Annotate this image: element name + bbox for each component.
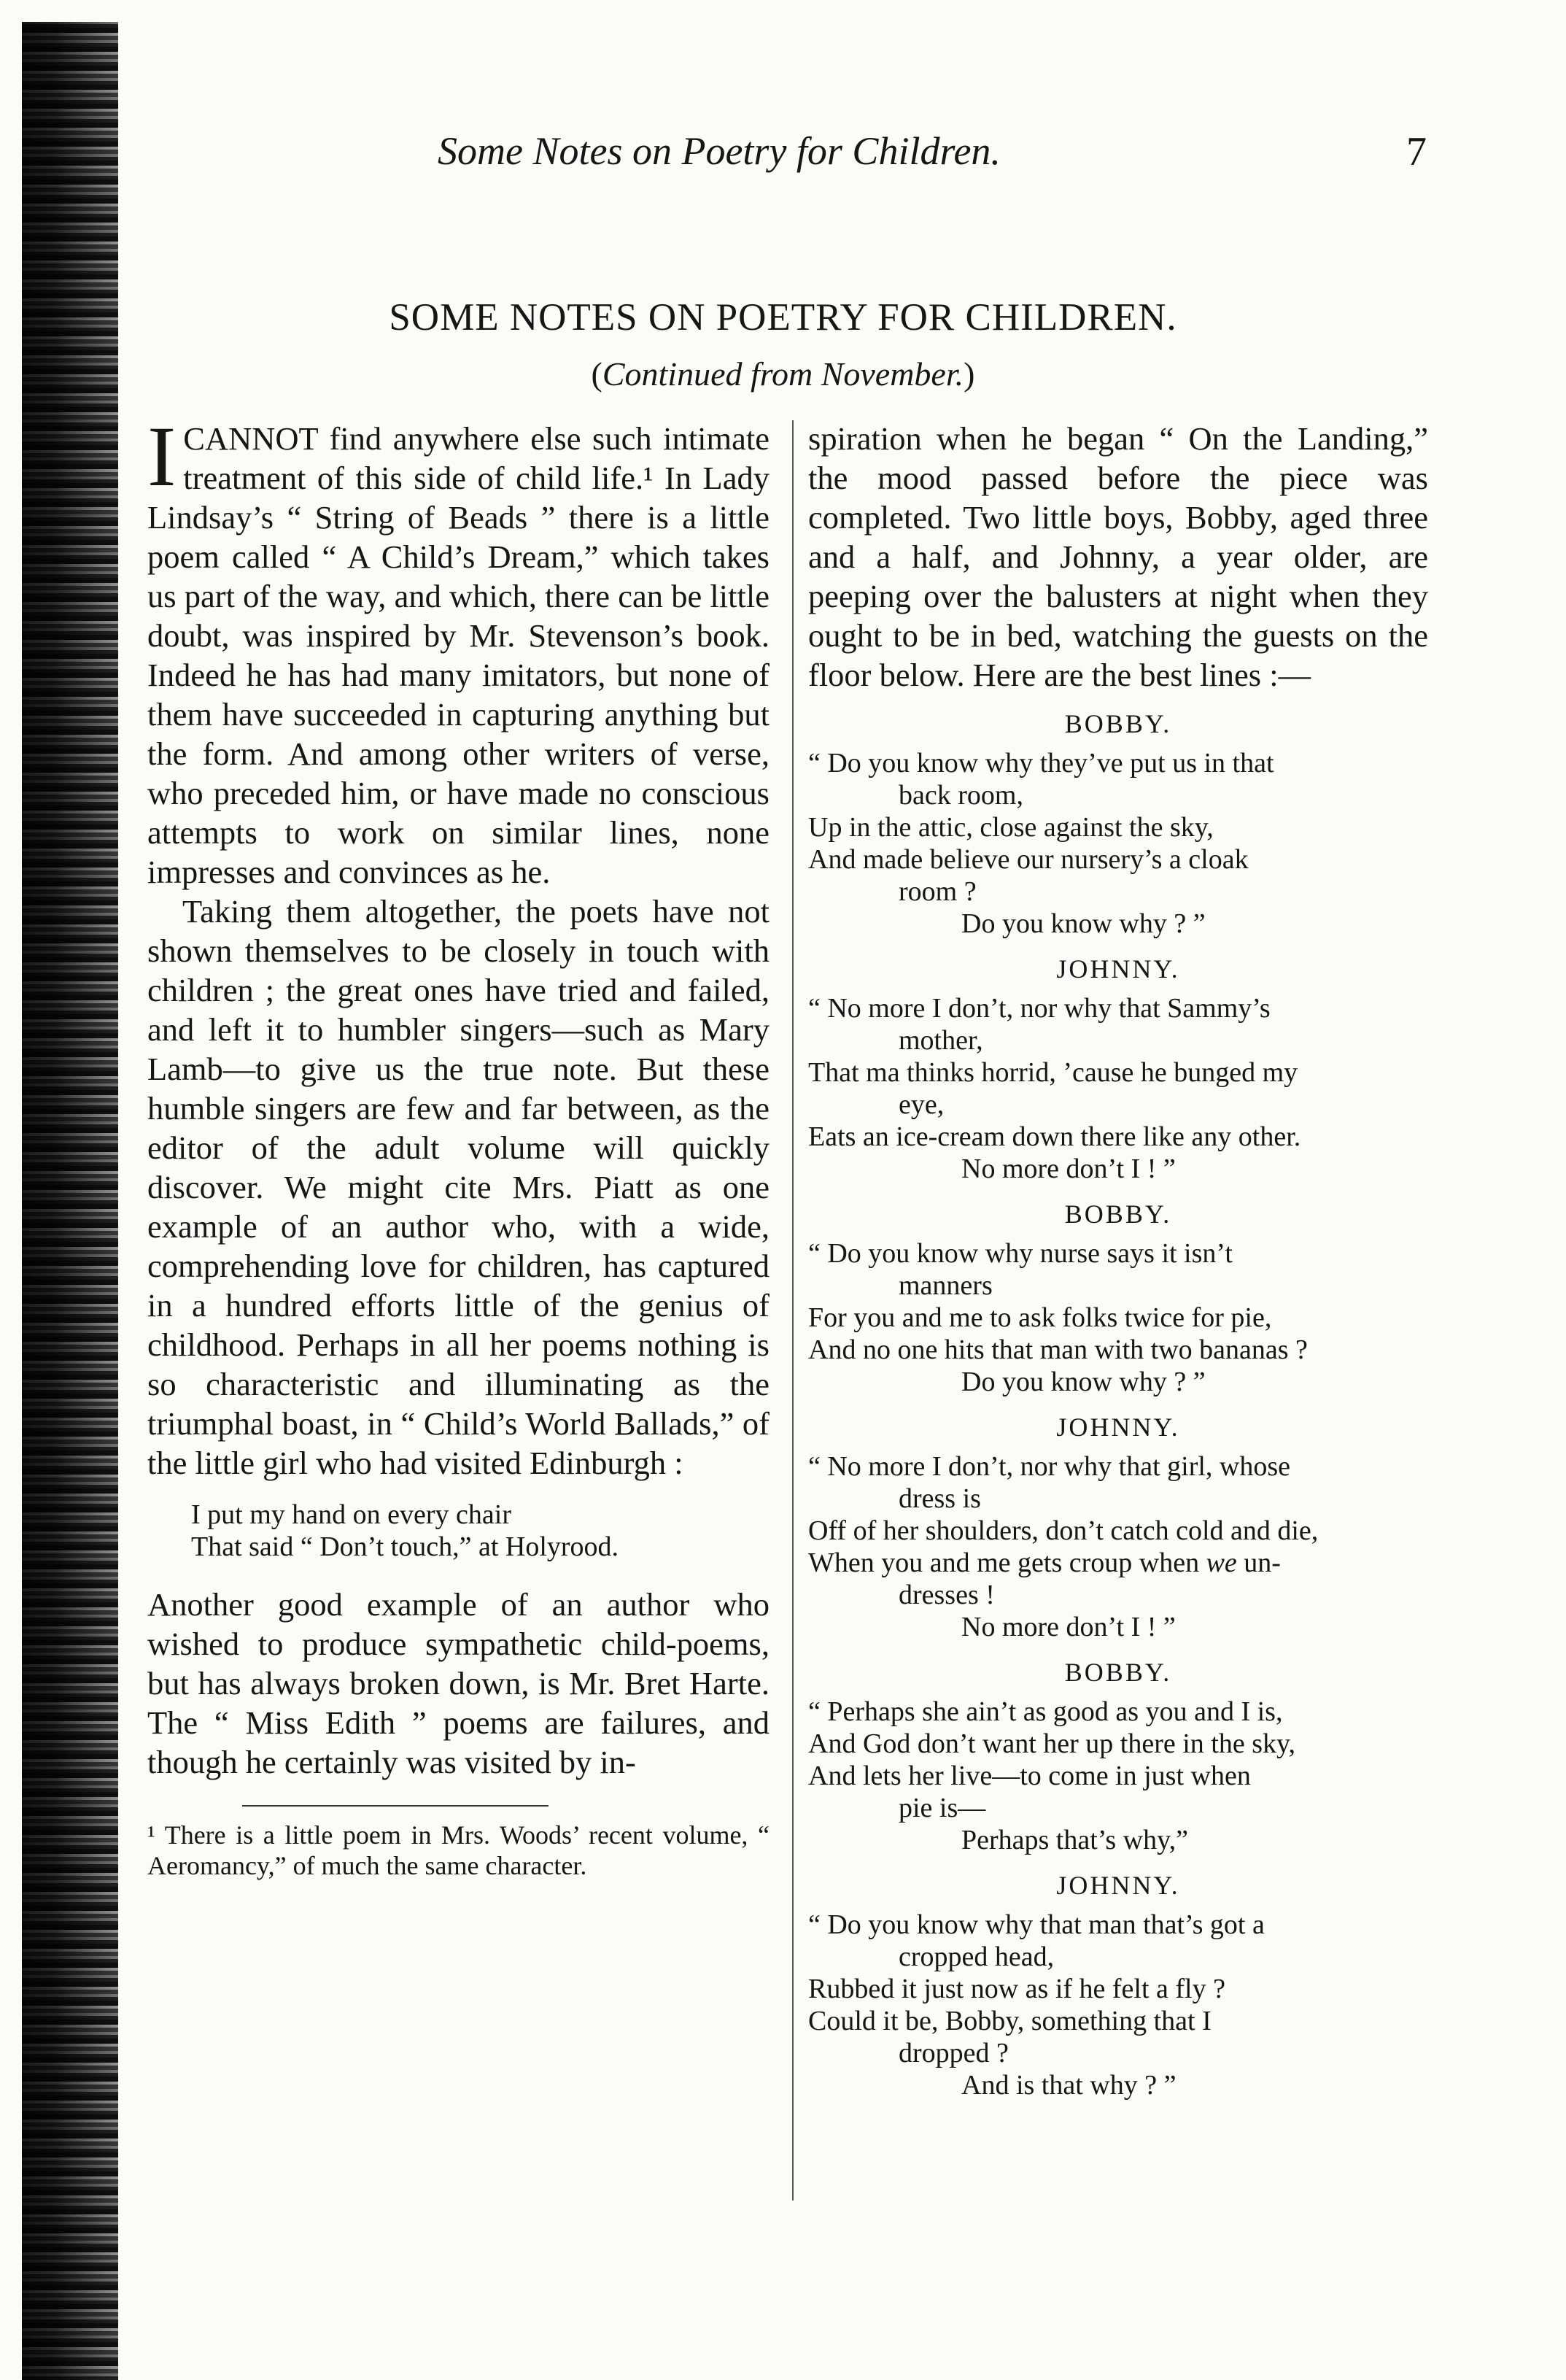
verse-stanza: BOBBY. “ Do you know why nurse says it isn’t manners For you and me to ask folks twice for pie, And no one hits that man with two bananas ? Do you know why ? ” (808, 1198, 1428, 1398)
quoted-verse: I put my hand on every chair That said “ Don’t touch,” at Holyrood. (191, 1499, 619, 1562)
speaker-label: BOBBY. (1064, 1199, 1172, 1229)
speaker-label: JOHNNY. (1056, 954, 1180, 984)
speaker-label: JOHNNY. (1056, 1413, 1180, 1442)
page-number: 7 (1406, 129, 1427, 174)
drop-cap: I (147, 409, 177, 504)
article-title: SOME NOTES ON POETRY FOR CHILDREN. (389, 296, 1177, 339)
verse-stanza: BOBBY. “ Do you know why they’ve put us in that back room, Up in the attic, close against the sky, And made believe our nursery’s a cloak room ? Do you know why ? ” (808, 708, 1428, 940)
verse-stanza: BOBBY. “ Perhaps she ain’t as good as you and I is, And God don’t want her up there in the sky, And lets her live—to come in just when pie is— Perhaps that’s why,” (808, 1656, 1428, 1856)
article-subtitle: (Continued from November.) (591, 355, 975, 393)
running-head: Some Notes on Poetry for Children. (438, 129, 1001, 173)
speaker-label: BOBBY. (1064, 1658, 1172, 1687)
verse-stanza: JOHNNY. “ Do you know why that man that’s got a cropped head, Rubbed it just now as if he felt a fly ? Could it be, Bobby, something that I dropped ? And is that why ? ” (808, 1869, 1428, 2101)
verse-stanza: JOHNNY. “ No more I don’t, nor why that girl, whose dress is Off of her shoulders, don’t catch cold and die, When you and me gets croup when we un- dresses ! No more don’t I ! ” (808, 1411, 1428, 1643)
speaker-label: JOHNNY. (1056, 1871, 1180, 1900)
paragraph-3: Another good example of an author who wished to produce sympathetic child-poems, but has always broken down, is Mr. Bret Harte. The “ Miss Edith ” poems are failures, and though he certainly was visited by in- (147, 1586, 770, 1780)
footnote: ¹ There is a little poem in Mrs. Woods’ recent volume, “ Aeromancy,” of much the same character. (147, 1820, 770, 1880)
paragraph-1: ICANNOT find anywhere else such intimate treatment of this side of child life.¹ In Lady Lindsay’s “ String of Beads ” there is a little poem called “ A Child’s Dream,” which takes us part of the way, and which, there can be little doubt, was inspired by Mr. Stevenson’s book. Indeed he has had many imitators, but none of them have succeeded in capturing anything but the form. And among other writers of verse, who preceded him, or have made no conscious attempts to work on similar lines, none impresses and convinces as he. (147, 409, 770, 890)
paragraph-continued: spiration when he began “ On the Landing,” the mood passed before the piece was completed. Two little boys, Bobby, aged three and a half, and Johnny, a year older, are peeping over the balusters at night when they ought to be in bed, watching the guests on the floor below. Here are the best lines :— (808, 420, 1428, 693)
footnote-rule (242, 1805, 549, 1807)
column-divider (792, 420, 794, 2201)
right-column (808, 419, 1428, 2101)
paragraph-2: Taking them altogether, the poets have not shown themselves to be closely in touch with children ; the great ones have tried and failed, and left it to humbler singers—such as Mary Lamb—to give us the true note. But these humble singers are few and far between, as the editor of the adult volume will quickly discover. We might cite Mrs. Piatt as one example of an author who, with a wide, comprehending love for children, has captured in a hundred efforts little of the genius of childhood. Perhaps in all her poems nothing is so characteristic and illuminating as the triumphal boast, in “ Child’s World Ballads,” of the little girl who had visited Edinburgh : (147, 893, 770, 1481)
left-column (147, 409, 770, 1881)
verse-stanza: JOHNNY. “ No more I don’t, nor why that Sammy’s mother, That ma thinks horrid, ’cause he bunged my eye, Eats an ice-cream down there like any other. No more don’t I ! ” (808, 953, 1428, 1185)
speaker-label: BOBBY. (1064, 709, 1172, 738)
